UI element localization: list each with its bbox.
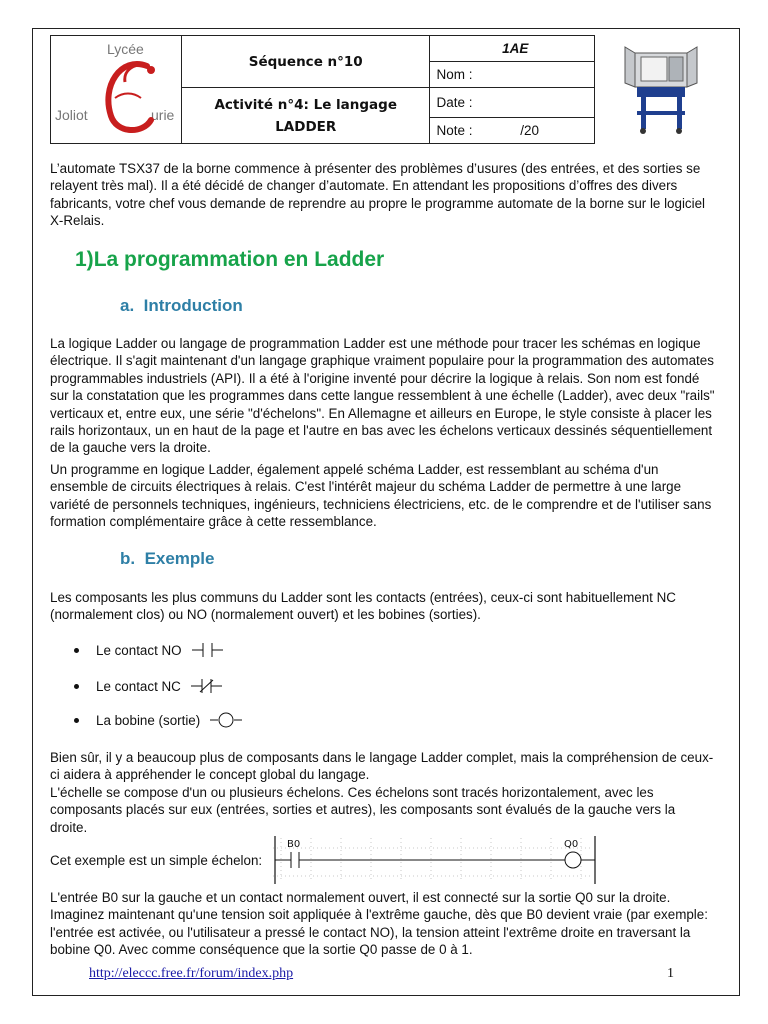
header-table xyxy=(50,35,595,144)
final-paragraph: L'entrée B0 sur la gauche et un contact normalement ouvert, il est connecté sur la sortie Q0 sur la droite. Imaginez maintenant qu'une tension soit appliquée à l'extrême gauche, dès que B0 devient vraie (par exemple: l'entrée est activée, ou l'utilisateur a pressé le contact NO), la tension atteint l'extrême droite en traversant la bobine Q0. Avec comme conséquence que la sortie Q0 passe de 0 à 1. xyxy=(50,890,708,958)
bullet-no-contact xyxy=(74,642,226,658)
sequence-title: Séquence n°10 xyxy=(182,36,430,88)
subsection-a-label: a. xyxy=(120,296,135,315)
components-paragraph-1: Bien sûr, il y a beaucoup plus de composants dans le langage Ladder complet, mais la compréhension de ceux-ci aidera à appréhender le concept global du langage. xyxy=(50,750,714,783)
bullet-dot xyxy=(74,684,79,689)
subsection-a-title: Introduction xyxy=(143,296,243,315)
rung-input-label: B0 xyxy=(287,839,301,850)
school-logo xyxy=(51,36,182,144)
section-1-heading xyxy=(75,248,384,272)
date-field: Date : xyxy=(430,88,595,118)
intro-text-1: La logique Ladder ou langage de programmation Ladder est une méthode pour tracer les schémas en logique électrique. Il s'agit maintenant d'un langage graphique vraiment populaire pour la programmation des automates programmables industriels (API). Il a été à l'origine inventé pour décrire la logique à relais. Son nom est fondé sur la constatation que les programmes dans cette langue ressemblent à une échelle (Ladder), avec deux "rails" verticaux et, entre eux, une série "d'échelons". En Allemagne et ailleurs en Europe, le style consiste à placer les rails horizontaux, un en haut de la page et l'autre en bas avec les échelons verticaux dessinés séquentiellement de la gauche vers la droite. xyxy=(50,336,715,456)
logo-top-text: Lycée xyxy=(107,41,144,57)
coil-icon xyxy=(208,712,244,728)
bullet-nc-contact xyxy=(74,678,225,694)
bullet-dot xyxy=(74,718,79,723)
note-field xyxy=(430,118,595,144)
logo-left-text: Joliot xyxy=(55,107,88,123)
no-contact-icon xyxy=(190,642,226,658)
example-intro: Les composants les plus communs du Ladder sont les contacts (entrées), ceux-ci sont habituellement NC (normalement clos) ou NO (normalement ouvert) et les bobines (sorties). xyxy=(50,590,676,623)
bullet-label: Le contact NC xyxy=(96,678,181,694)
rung-caption: Cet exemple est un simple échelon: xyxy=(50,853,263,868)
bullet-coil xyxy=(74,712,244,728)
bullet-label: La bobine (sortie) xyxy=(96,712,201,728)
header xyxy=(50,35,712,140)
page-number: 1 xyxy=(667,966,674,981)
note-total: /20 xyxy=(520,123,540,138)
subsection-b-title: Exemple xyxy=(144,549,215,568)
logo-right-text: urie xyxy=(151,107,175,123)
machine-photo xyxy=(617,39,707,137)
activity-line-2: LADDER xyxy=(275,118,337,135)
footer-link[interactable]: http://eleccc.free.fr/forum/index.php xyxy=(89,966,294,981)
activity-line-1: Activité n°4: Le langage xyxy=(214,96,397,113)
activity-title xyxy=(182,88,430,144)
bullet-label: Le contact NO xyxy=(96,642,182,658)
rung-output-label: Q0 xyxy=(564,839,579,850)
nc-contact-icon xyxy=(189,678,225,694)
intro-text-2: Un programme en logique Ladder, également appelé schéma Ladder, est ressemblant au schéma d'un ensemble de circuits électriques à relais. C'est l'intérêt majeur du schéma Ladder de permettre à une large variété de personnels techniques, ingénieurs, techniciens électriciens, etc. de le comprendre et de l'utiliser sans formation complémentaire grâce à cette ressemblance. xyxy=(50,462,712,530)
subsection-b-label: b. xyxy=(120,549,136,568)
class-label: 1AE xyxy=(430,36,595,62)
bullet-dot xyxy=(74,648,79,653)
components-paragraph-2: L'échelle se compose d'un ou plusieurs échelons. Ces échelons sont tracés horizontalement, avec les composants placés sur eux (entrées, sorties et autres), les composants sont évalués de la gauche vers la droite. xyxy=(50,785,676,835)
nom-field: Nom : xyxy=(430,62,595,88)
section-1-number: 1) xyxy=(75,248,94,271)
section-1-title: La programmation en Ladder xyxy=(93,248,385,271)
note-label: Note : xyxy=(436,123,473,138)
ladder-rung-diagram xyxy=(271,836,601,886)
intro-paragraph: L’automate TSX37 de la borne commence à présenter des problèmes d’usures (des entrées, et des sorties se relayent très mal). Il a été décidé de changer d’automate. En attendant les propositions d’offres des divers fabricants, votre chef vous demande de reprendre au propre le programme automate de la borne sur le logiciel X-Relais. xyxy=(50,161,706,229)
subsection-a-heading xyxy=(120,296,243,316)
subsection-b-heading xyxy=(120,549,215,569)
